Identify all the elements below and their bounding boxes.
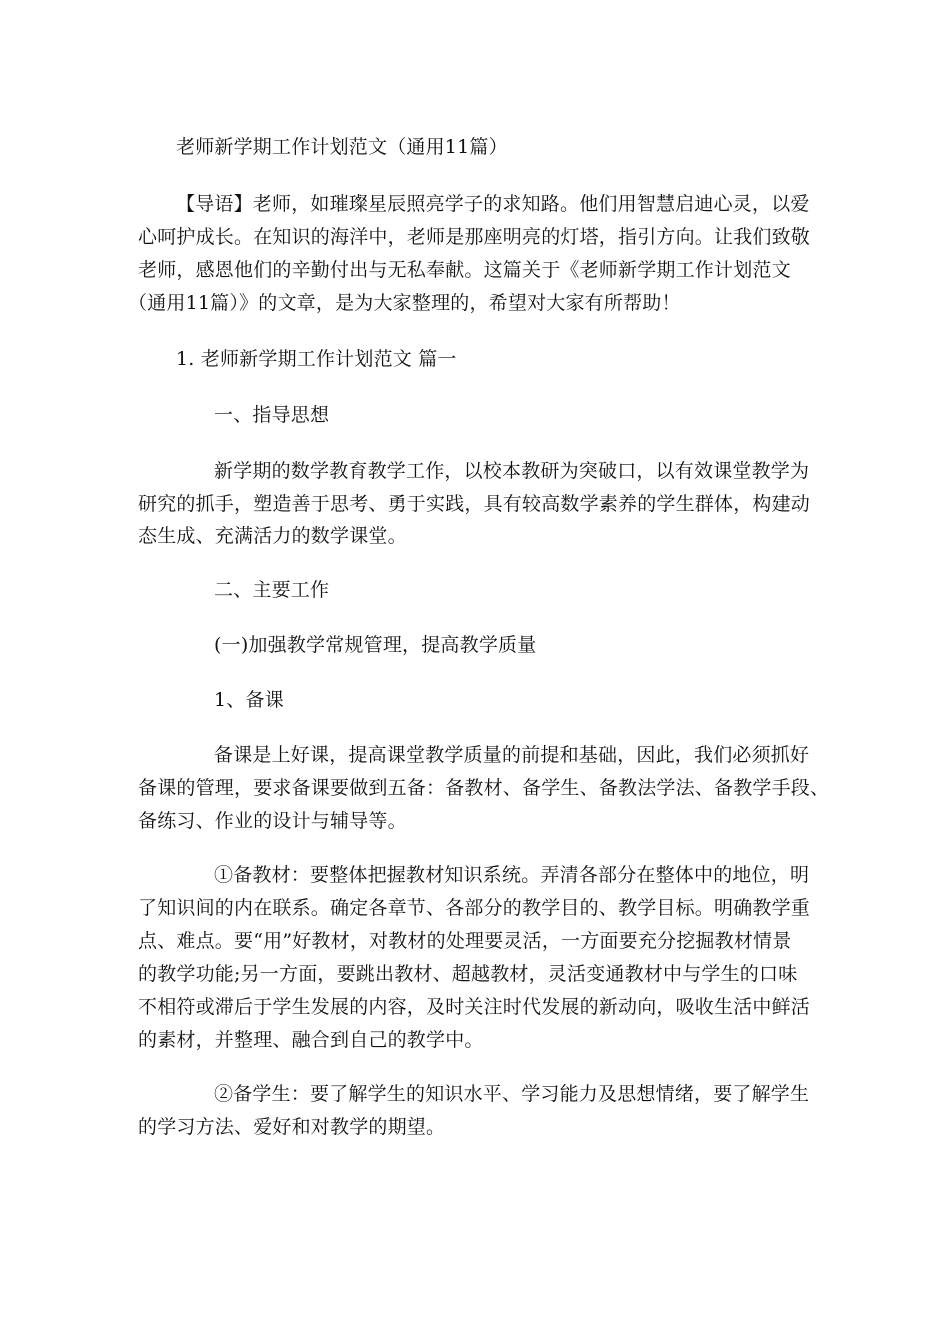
textbook-line: 的教学功能;另一方面，要跳出教材、超越教材，灵活变通教材中与学生的口味 [138, 963, 798, 985]
intro-line: 【导语】老师，如璀璨星辰照亮学子的求知路。他们用智慧启迪心灵，以爱 [176, 193, 810, 215]
heading-guiding-thought: 一、指导思想 [214, 404, 330, 426]
guiding-line: 新学期的数学教育教学工作，以校本教研为突破口，以有效课堂教学为 [214, 460, 810, 482]
intro-line: （通用11篇）》的文章，是为大家整理的，希望对大家有所帮助！ [128, 292, 681, 314]
prep-line: 备课是上好课，提高课堂教学质量的前提和基础，因此，我们必须抓好 [214, 744, 810, 766]
subheading-teaching-management: (一)加强教学常规管理，提高教学质量 [214, 634, 537, 656]
guiding-line: 研究的抓手，塑造善于思考、勇于实践，具有较高数学素养的学生群体，构建动 [138, 493, 811, 515]
section-title: 1. 老师新学期工作计划范文 篇一 [176, 348, 457, 370]
textbook-line: ①备教材：要整体把握教材知识系统。弄清各部分在整体中的地位，明 [214, 864, 810, 886]
textbook-line: 的素材，并整理、融合到自己的教学中。 [138, 1029, 484, 1051]
students-line: ②备学生：要了解学生的知识水平、学习能力及思想情绪，要了解学生 [214, 1083, 810, 1105]
textbook-line: 了知识间的内在联系。确定各章节、各部分的教学目的、教学目标。明确教学重 [138, 897, 811, 919]
guiding-line: 态生成、充满活力的数学课堂。 [138, 525, 407, 547]
prep-line: 备练习、作业的设计与辅导等。 [138, 810, 407, 832]
students-line: 的学习方法、爱好和对教学的期望。 [138, 1116, 446, 1138]
document-title: 老师新学期工作计划范文（通用11篇） [176, 136, 508, 158]
prep-line: 备课的管理，要求备课要做到五备：备教材、备学生、备教法学法、备教学手段、 [138, 777, 830, 799]
intro-line: 老师，感恩他们的辛勤付出与无私奉献。这篇关于《老师新学期工作计划范文 [138, 259, 791, 281]
intro-line: 心呵护成长。在知识的海洋中，老师是那座明亮的灯塔，指引方向。让我们致敬 [138, 226, 811, 248]
heading-main-work: 二、主要工作 [214, 579, 330, 601]
item-lesson-prep: 1、备课 [214, 689, 284, 711]
textbook-line: 不相符或滞后于学生发展的内容，及时关注时代发展的新动向，吸收生活中鲜活 [138, 996, 811, 1018]
textbook-line: 点、难点。要“用”好教材，对教材的处理要灵活，一方面要充分挖掘教材情景 [138, 930, 792, 952]
